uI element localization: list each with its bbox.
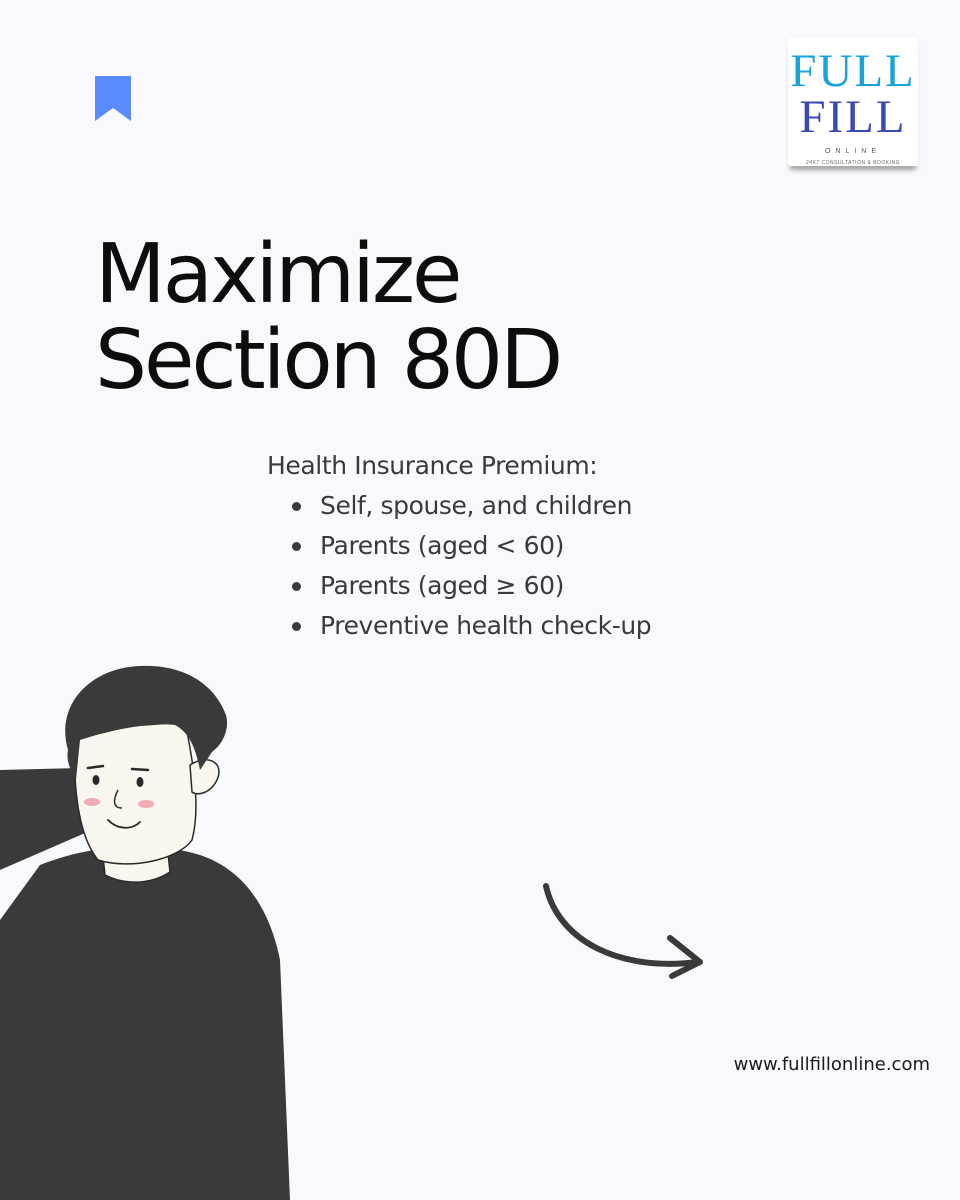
headline-line-1: Maximize [95, 227, 460, 322]
premium-list [267, 486, 651, 646]
info-title: Health Insurance Premium: [267, 451, 598, 480]
logo-line-1: FULL [790, 45, 916, 97]
list-item: Parents (aged < 60) [320, 526, 651, 566]
logo-subtitle: ONLINE [824, 148, 882, 155]
brand-logo [788, 38, 918, 166]
list-item: Self, spouse, and children [320, 486, 651, 526]
headline-line-2: Section 80D [95, 313, 561, 408]
logo-tagline: 24X7 CONSULTATION & BOOKING [805, 160, 901, 166]
list-item: Preventive health check-up [320, 606, 651, 646]
premium-info [267, 446, 651, 646]
list-item: Parents (aged ≥ 60) [320, 566, 651, 606]
bookmark-icon [95, 76, 131, 121]
page-title [95, 227, 561, 408]
person-illustration [0, 660, 320, 1200]
website-url[interactable]: www.fullfillonline.com [733, 1054, 930, 1075]
logo-line-2: FILL [799, 91, 907, 143]
curved-arrow-icon [538, 880, 713, 980]
